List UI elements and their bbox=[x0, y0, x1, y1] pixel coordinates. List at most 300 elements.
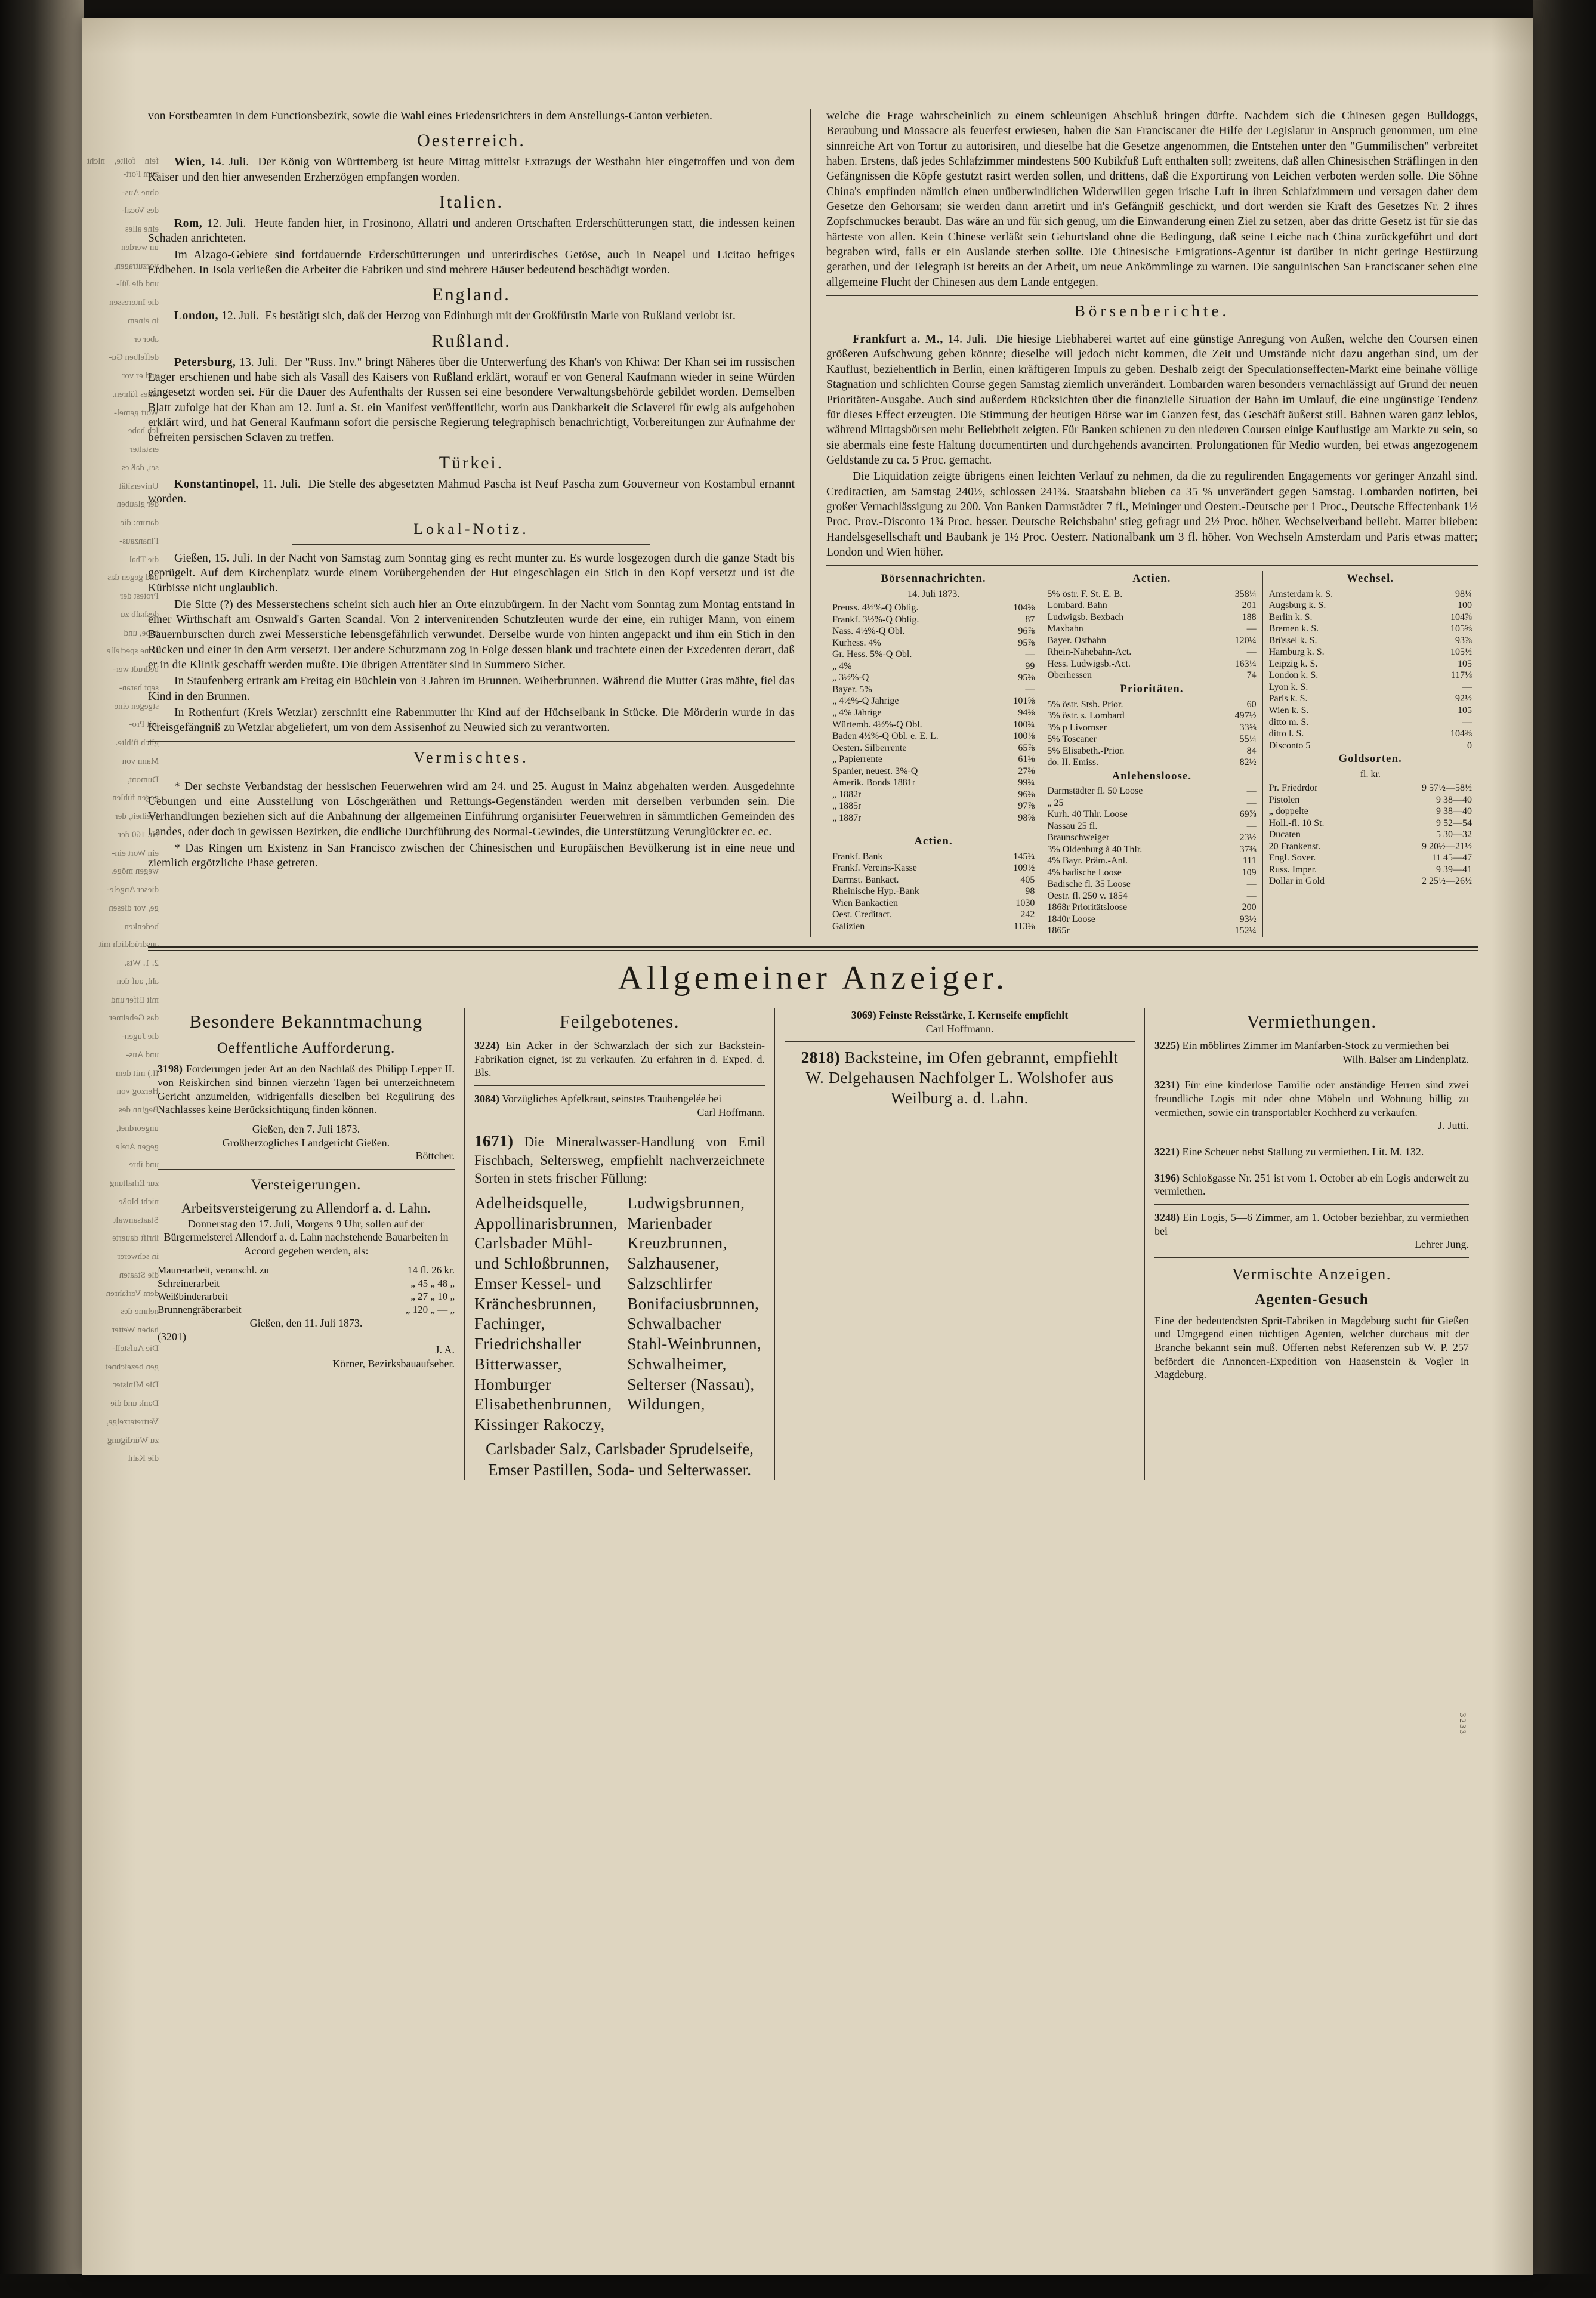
marginalia-line: ihrift dauerte bbox=[112, 1233, 159, 1244]
row-value: — bbox=[1025, 684, 1035, 695]
table-row bbox=[1047, 699, 1256, 711]
row-label: 5% Toscaner bbox=[1047, 734, 1097, 745]
vermiethungen-ads bbox=[1154, 1039, 1469, 1251]
marginalia-line: Freiheit, der bbox=[115, 812, 159, 821]
row-value: 9 38—40 bbox=[1436, 794, 1472, 805]
ad-number: 3221) bbox=[1154, 1145, 1183, 1158]
table-row bbox=[1047, 612, 1256, 624]
row-value: 96⅞ bbox=[1018, 626, 1035, 637]
row-value: 101⅝ bbox=[1013, 696, 1035, 707]
table-row bbox=[832, 874, 1035, 886]
marginalia-line: ohne Aus- bbox=[122, 187, 159, 198]
row-label: Hess. Ludwigsb.-Act. bbox=[1047, 658, 1131, 669]
row-label: „ 3½%-Q bbox=[832, 673, 869, 683]
row-value: 5 30—32 bbox=[1436, 829, 1472, 840]
marginalia-line: des Vocal- bbox=[121, 206, 159, 216]
marginalia-line: nehme des bbox=[121, 1307, 159, 1317]
divider bbox=[158, 1169, 455, 1170]
ad-text: Für eine kinderlose Familie oder anständige Herren sind zwei freundliche Logis mit oder ohne Möbeln und Wohnung billig zu vermiethen, sowie ein transportabler Kochherd zu verkaufen. bbox=[1154, 1079, 1469, 1118]
marginalia-line: das Geheimer bbox=[109, 1013, 159, 1023]
table-row bbox=[1269, 705, 1472, 717]
table-title: Anlehensloose. bbox=[1112, 770, 1192, 782]
classified-ad[interactable] bbox=[1154, 1171, 1469, 1198]
row-value: 93⅞ bbox=[1455, 635, 1472, 646]
row-label: Dollar in Gold bbox=[1268, 876, 1325, 887]
row-value: 105 bbox=[1457, 705, 1472, 715]
table-row bbox=[832, 862, 1035, 874]
scan-edge-right bbox=[1533, 0, 1596, 2298]
row-value: 0 bbox=[1467, 740, 1472, 751]
mineralwasser-item: Ludwigsbrunnen, bbox=[627, 1193, 745, 1212]
row-label: Leipzig k. S. bbox=[1268, 658, 1318, 669]
row-value: 95⅜ bbox=[1018, 673, 1035, 683]
table-row bbox=[1047, 733, 1256, 745]
classified-ad-backsteine[interactable] bbox=[785, 1048, 1135, 1108]
anzeiger-title: Allgemeiner Anzeiger. bbox=[618, 959, 1008, 997]
news-item bbox=[148, 155, 795, 185]
anzeiger-subheading-agenten: Agenten-Gesuch bbox=[1255, 1291, 1369, 1308]
row-label: Darmst. Bankact. bbox=[832, 874, 899, 885]
classified-ad-mineralwasser[interactable] bbox=[474, 1131, 765, 1187]
section-heading-italien: Italien. bbox=[439, 192, 504, 212]
table-row bbox=[1047, 670, 1256, 681]
divider bbox=[785, 1041, 1135, 1042]
classified-ad[interactable] bbox=[474, 1039, 765, 1079]
dateline-place: Wien, bbox=[174, 156, 205, 169]
ad-text: Ein Logis, 5—6 Zimmer, am 1. October beziehbar, zu vermiethen bei bbox=[1154, 1211, 1469, 1237]
row-label: Wien k. S. bbox=[1268, 705, 1309, 715]
table-row bbox=[1047, 855, 1256, 867]
table-row bbox=[1047, 925, 1256, 937]
table-row bbox=[832, 812, 1035, 824]
dateline-place: London, bbox=[174, 310, 219, 323]
marginalia-line: nicht bloße bbox=[118, 1196, 159, 1207]
row-value: 104⅞ bbox=[1450, 612, 1472, 622]
row-label: Nass. 4½%-Q Obl. bbox=[832, 626, 905, 637]
marginalia-line: habe, und bbox=[124, 628, 159, 638]
row-value: 405 bbox=[1020, 874, 1035, 885]
row-value: 111 bbox=[1242, 856, 1257, 866]
row-value: 100¾ bbox=[1013, 719, 1035, 730]
row-label: 5% Elisabeth.-Prior. bbox=[1047, 745, 1125, 756]
row-label: Würtemb. 4½%-Q Obl. bbox=[832, 719, 922, 730]
row-label: 4% Bayr. Präm.-Anl. bbox=[1047, 856, 1128, 866]
row-value: 61⅛ bbox=[1018, 754, 1035, 765]
row-label: Kurhess. 4% bbox=[832, 637, 881, 648]
row-label: Berlin k. S. bbox=[1268, 612, 1313, 622]
section-heading-vermischtes: Vermischtes. bbox=[413, 748, 529, 766]
row-value: 200 bbox=[1242, 902, 1257, 913]
row-label: Rhein-Nahebahn-Act. bbox=[1047, 647, 1132, 658]
table-row bbox=[1269, 600, 1472, 612]
ad-signature: Wilh. Balser am Lindenplatz. bbox=[1342, 1053, 1469, 1065]
row-value: 152¼ bbox=[1234, 926, 1257, 936]
row-value: 2 25½—26½ bbox=[1421, 876, 1472, 887]
anzeiger-column-vermiethungen bbox=[1144, 1008, 1478, 1735]
ad-number: 3198) bbox=[158, 1063, 183, 1075]
row-label: „ 4% bbox=[832, 661, 852, 671]
row-value: 97⅞ bbox=[1018, 801, 1035, 812]
ad-signature: W. Delgehausen Nachfolger L. Wolshofer aus Weilburg a. d. Lahn. bbox=[805, 1068, 1114, 1107]
marginalia-line: die Thal bbox=[129, 554, 159, 565]
page-content bbox=[148, 109, 1478, 2197]
row-value: 113⅛ bbox=[1013, 921, 1035, 931]
row-label: 1865r bbox=[1047, 926, 1070, 936]
table-row bbox=[832, 625, 1035, 637]
row-value: 96⅜ bbox=[1018, 789, 1035, 800]
table-row bbox=[832, 800, 1035, 812]
table-row bbox=[1269, 623, 1472, 635]
row-value: — bbox=[1246, 786, 1257, 797]
row-value: „ 120 „ — „ bbox=[405, 1303, 455, 1315]
row-value: 497½ bbox=[1234, 711, 1257, 721]
table-subtitle: 14. Juli 1873. bbox=[907, 588, 960, 599]
marginalia-line: fein follte, nicht zum Fort- bbox=[87, 156, 159, 179]
marginalia-line: 2. 1. Wts. bbox=[124, 958, 159, 968]
ad-signature: J. Jutti. bbox=[1438, 1119, 1469, 1132]
marginalia-line: eines führen. bbox=[112, 389, 159, 399]
marginalia-line: Die Aufstell- bbox=[112, 1343, 159, 1353]
row-value: 92½ bbox=[1455, 693, 1472, 704]
row-label: Brunnengräberarbeit bbox=[158, 1303, 242, 1315]
table-body bbox=[1047, 699, 1256, 769]
row-label: ditto l. S. bbox=[1268, 729, 1304, 739]
marginalia-line: ausdrücklich mit bbox=[98, 940, 159, 950]
marginalia-line: glich fühlte. bbox=[115, 738, 159, 748]
row-value: 163¼ bbox=[1234, 658, 1257, 669]
marginalia-line: erstatter bbox=[129, 445, 159, 454]
marginalia-line: un werden bbox=[121, 242, 159, 252]
divider bbox=[1154, 1204, 1469, 1205]
marginalia-line: ahl, auf den bbox=[116, 976, 159, 986]
row-label: 3% Oldenburg à 40 Thlr. bbox=[1047, 844, 1143, 855]
row-label: Nassau 25 fl. bbox=[1047, 821, 1098, 831]
table-body bbox=[1269, 588, 1472, 751]
section-heading-oesterreich: Oesterreich. bbox=[417, 131, 526, 151]
row-value: — bbox=[1025, 649, 1035, 660]
row-label: Gr. Hess. 5%-Q Obl. bbox=[832, 649, 912, 660]
table-row bbox=[1047, 710, 1256, 722]
table-row bbox=[1269, 728, 1472, 740]
marginalia-line: die Jugen- bbox=[121, 1032, 159, 1041]
row-label: Schreinerarbeit bbox=[158, 1277, 220, 1289]
classified-ad[interactable] bbox=[158, 1062, 455, 1116]
row-label: „ 1887r bbox=[832, 812, 862, 823]
row-label: Lombard. Bahn bbox=[1047, 600, 1107, 611]
classified-ad[interactable] bbox=[1154, 1039, 1469, 1066]
lokal-paragraph: Die Sitte (?) des Messerstechens scheint sich auch hier an Orte einzubürgern. In der Nacht vom Sonntag zum Montag entstand in einer Wirthschaft am Osnwald's Garten Scandal. Von 2 intervenirenden Schutzleuten wurde der eine, ein ruhiger Mann, von einem Bauernburschen durch zwei Messerstiche lebensgefährlich verwundet. Derselbe wurde von hinten angepackt und ihm ein Stich in den Rücken und einer in den Arm versetzt. Der andere Schutzmann zog in Folge dessen blank und trachtete einen der Excedenten derart, daß er in die Klinik geschafft werden mußte. Die übrigen Attentäter sind in Summero Sicher. bbox=[148, 598, 795, 671]
ad-number: 3248) bbox=[1154, 1211, 1183, 1223]
row-value: 104⅜ bbox=[1450, 729, 1472, 739]
table-title: Börsennachrichten. bbox=[881, 573, 986, 585]
ad-number: 3224) bbox=[474, 1039, 499, 1051]
row-value: — bbox=[1246, 890, 1257, 901]
table-row bbox=[1047, 832, 1256, 844]
row-value: 11 45—47 bbox=[1431, 853, 1472, 863]
classified-ad[interactable] bbox=[1154, 1145, 1469, 1159]
ad-signature-prefix: J. A. bbox=[435, 1344, 455, 1356]
mineralwasser-item: Homburger Elisabethenbrunnen, bbox=[474, 1375, 612, 1414]
scan-edge-bottom bbox=[0, 2274, 1596, 2298]
table-body bbox=[832, 602, 1035, 823]
lokal-paragraph: In Rothenfurt (Kreis Wetzlar) zerschnitt eine Rabenmutter ihr Kind auf der Hüchselbank in Stücke. Die Mörderin wurde in das Kreisgefängniß zu Wetzlar abgeliefert, um von dem Assisenhof zu Neuwied sich zu verantworten. bbox=[148, 706, 795, 735]
row-label: Bayer. Ostbahn bbox=[1047, 635, 1107, 646]
row-value: 104⅜ bbox=[1013, 603, 1035, 613]
marginalia-line: Finanzaus- bbox=[119, 536, 159, 546]
anzeiger-subheading: Versteigerungen. bbox=[251, 1177, 362, 1193]
table-row bbox=[158, 1303, 455, 1316]
row-label: „ 4½%-Q Jährige bbox=[832, 696, 899, 707]
row-value: 105½ bbox=[1450, 647, 1472, 658]
row-value: 82½ bbox=[1239, 757, 1257, 768]
marginalia-line: Universität bbox=[119, 481, 159, 491]
marginalia-line: gegen fühlen bbox=[112, 793, 159, 803]
news-body: Der "Russ. Inv." bringt Näheres über die Unterwerfung des Khan's von Khiwa: Der Khan sei im russischen Lager erschienen und habe sich als Vasall des Kaisers von Rußland erklärt, worauf er von General Kaufmann wieder in seine Würden eingesetzt worden sei. Für die Dauer des Aufenthalts der Russen sei eine besondere Verwaltungsbehörde gebildet worden. Demselben Blatt zufolge hat der Khan am 12. Juni a. St. ein Manifest veröffentlicht, worin aus Dankbarkeit die Sclaverei für ewig als aufgehoben erklärt wird, und hat General Kaufmann sofort die persische Regierung telegraphisch benachrichtigt, Vorbereitungen zur Aufnahme der befreiten persischen Sclaven zu treffen. bbox=[148, 356, 795, 445]
marginalia-line: ungeordnet, bbox=[116, 1123, 159, 1133]
row-value: 14 fl. 26 kr. bbox=[408, 1264, 455, 1276]
table-row bbox=[832, 637, 1035, 649]
ad-date: Gießen, den 11. Juli 1873. bbox=[249, 1316, 363, 1329]
marginalia-line: in schwerer bbox=[117, 1252, 159, 1261]
mineralwasser-item: Friedrichshaller Bitterwasser, bbox=[474, 1335, 581, 1373]
row-label: Preuss. 4½%-Q Oblig. bbox=[832, 603, 919, 613]
row-value: 95⅞ bbox=[1018, 637, 1035, 648]
row-value: 69⅞ bbox=[1239, 809, 1257, 820]
row-value: — bbox=[1246, 821, 1257, 831]
row-label: Disconto 5 bbox=[1268, 740, 1311, 751]
table-title: Goldsorten. bbox=[1338, 753, 1402, 766]
section-heading-england: England. bbox=[432, 285, 511, 305]
row-label: do. II. Emiss. bbox=[1047, 757, 1099, 768]
ad-number: (3201) bbox=[158, 1330, 186, 1343]
table-row bbox=[832, 730, 1035, 742]
newspaper-sheet bbox=[82, 18, 1533, 2275]
row-label: Pistolen bbox=[1268, 794, 1300, 805]
row-value: 109 bbox=[1242, 867, 1257, 878]
marginalia-line: aber er bbox=[134, 334, 159, 344]
marginalia-line: seine specielle bbox=[106, 646, 159, 656]
anzeiger-heading: Feilgebotenes. bbox=[560, 1010, 680, 1032]
row-label: „ Papierrente bbox=[832, 754, 882, 765]
mineralwasser-item: Selterser (Nassau), bbox=[627, 1375, 755, 1393]
table-row bbox=[1269, 693, 1472, 705]
mineralwasser-item: Emser Kessel- und Kränchesbrunnen, bbox=[474, 1274, 601, 1313]
row-label: Brüssel k. S. bbox=[1268, 635, 1317, 646]
table-boersennachrichten bbox=[826, 571, 1041, 937]
row-label: Braunschweiger bbox=[1047, 832, 1110, 843]
classified-ad[interactable] bbox=[1154, 1078, 1469, 1133]
classified-ad-agenten[interactable]: Eine der bedeutendsten Sprit-Fabriken in Magdeburg sucht für Gießen und Umgegend einen tüchtigen Agenten, welcher durchaus mit der Branche bekannt sein muß. Offerten nebst Referenzen sub W. P. 257 befördert die Annoncen-Expedition von Haasenstein & Vogler in Magdeburg. bbox=[1154, 1314, 1469, 1381]
table-row bbox=[832, 909, 1035, 921]
ad-text: Backsteine, im Ofen gebrannt, empfiehlt bbox=[844, 1048, 1119, 1067]
table-body bbox=[832, 851, 1035, 933]
market-tables bbox=[826, 571, 1478, 937]
row-label: Lyon k. S. bbox=[1268, 681, 1308, 692]
row-label: Augsburg k. S. bbox=[1268, 600, 1326, 611]
marginalia-line: ge, vor diesen bbox=[109, 903, 159, 913]
boerse-report bbox=[826, 332, 1478, 468]
marginalia-line: stgegen eine bbox=[114, 701, 159, 711]
marginalia-line: Wort gemel- bbox=[113, 408, 159, 418]
row-value: 109½ bbox=[1013, 863, 1035, 874]
marginalia-line: ein Wort ein- bbox=[112, 848, 159, 858]
marginalia-line: bedenken bbox=[124, 921, 159, 931]
table-row bbox=[1047, 809, 1256, 821]
classified-ad[interactable] bbox=[785, 1008, 1135, 1035]
classified-ad[interactable] bbox=[1154, 1211, 1469, 1251]
table-row bbox=[1269, 806, 1472, 818]
table-row bbox=[1047, 722, 1256, 734]
row-label: Hamburg k. S. bbox=[1268, 647, 1325, 658]
marginalia-line: Herzog von bbox=[116, 1087, 159, 1097]
table-row bbox=[832, 897, 1035, 909]
anzeiger-heading: Besondere Bekanntmachung bbox=[189, 1010, 423, 1032]
dateline-date: 11. Juli. bbox=[263, 477, 301, 491]
marginalia-line: haben Wetter bbox=[112, 1325, 159, 1335]
marginalia-line: und Aus- bbox=[126, 1050, 159, 1060]
news-item bbox=[148, 355, 795, 446]
row-label: Amerik. Bonds 1881r bbox=[832, 778, 916, 788]
ad-text: Eine Scheuer nebst Stallung zu vermiethen. Lit. M. 132. bbox=[1182, 1145, 1424, 1158]
mineralwasser-item: Carlsbader Mühl- und Schloßbrunnen, bbox=[474, 1234, 610, 1273]
marginalia-line: zu Würdigung bbox=[107, 1435, 159, 1445]
marginalia-line: deffelben Gu- bbox=[109, 353, 159, 363]
marginalia-line: bedrudt wer- bbox=[113, 665, 159, 674]
divider bbox=[148, 741, 795, 742]
row-label: Bremen k. S. bbox=[1268, 624, 1319, 634]
table-row bbox=[1269, 864, 1472, 876]
table-row bbox=[1269, 681, 1472, 693]
news-body: Die Stelle des abgesetzten Mahmud Pascha ist Neuf Pascha zum Gouverneur von Kostambul ernannt worden. bbox=[148, 477, 795, 506]
news-column-right bbox=[811, 109, 1478, 937]
marginalia-line: Dank und die bbox=[110, 1399, 159, 1408]
marginalia-line: die Kahl bbox=[128, 1454, 159, 1464]
row-label: „ 25 bbox=[1047, 797, 1064, 808]
mineralwasser-footer: Carlsbader Salz, Carlsbader Sprudelseife, Emser Pastillen, Soda- und Selterwasser. bbox=[485, 1439, 754, 1479]
mineralwasser-item: Adelheidsquelle, bbox=[474, 1193, 588, 1212]
row-value: „ 27 „ 10 „ bbox=[410, 1290, 455, 1302]
table-subtitle: fl. kr. bbox=[1360, 769, 1381, 779]
table-row bbox=[1269, 635, 1472, 647]
vermischtes-paragraph: * Der sechste Verbandstag der hessischen Feuerwehren wird am 24. und 25. August in Mainz abgehalten werden. Ausgedehnte Uebungen und eine Ausstellung von Löschgeräthen und Rettungs-Gegenständen werden mit derselben verbunden sein. Die Verhandlungen beziehen sich auf die Anbahnung der allgemeinen Einführung organisirter Feuerwehren in sämmtlichen Gemeinden des Landes, oder doch in gewissen Bezirken, die endliche Durchführung des Normal-Gewindes, die Unterstützung Verunglückter ec. ec. bbox=[148, 780, 795, 838]
row-label: 5% östr. Stsb. Prior. bbox=[1047, 699, 1123, 710]
row-label: Frankf. 3½%-Q Oblig. bbox=[832, 614, 919, 625]
row-value: 145¼ bbox=[1013, 851, 1035, 862]
ad-title: Arbeitsversteigerung zu Allendorf a. d. Lahn. bbox=[181, 1200, 431, 1216]
mineralwasser-item: Marienbader Kreuzbrunnen, bbox=[627, 1214, 727, 1253]
row-label: Holl.-fl. 10 St. bbox=[1268, 818, 1325, 828]
marginalia-line: der glauben bbox=[116, 499, 159, 510]
ad-side-code: 3233 bbox=[1458, 1712, 1467, 1735]
row-value: 98 bbox=[1025, 886, 1035, 897]
row-value: 9 38—40 bbox=[1436, 806, 1472, 817]
row-value: 55¼ bbox=[1239, 734, 1257, 745]
row-label: Wien Bankactien bbox=[832, 897, 898, 908]
row-label: Weißbinderarbeit bbox=[158, 1290, 228, 1302]
news-item: Im Alzago-Gebiete sind fortdauernde Erderschütterungen und unterirdisches Getöse, auch in Neapel und Licitao heftiges Erdbeben. In Jsola verließen die Arbeiter die Fabriken und sind mehrere Häuser bedeutend beschädigt worden. bbox=[148, 248, 795, 277]
table-title: Actien. bbox=[914, 835, 953, 848]
lokal-paragraph: In Staufenberg ertrank am Freitag ein Büchlein von 3 Jahren im Brunnen. Weiherbrunnen. Während die Mutter Gras mähte, fiel das Kind in den Brunnen. bbox=[148, 675, 795, 703]
marginalia-line: Nr. 160 der bbox=[118, 829, 159, 840]
table-row bbox=[832, 672, 1035, 684]
book-gutter bbox=[0, 0, 84, 2298]
table-row bbox=[1269, 782, 1472, 794]
row-label: Pr. Friedrdor bbox=[1268, 783, 1318, 794]
row-value: 100⅛ bbox=[1013, 731, 1035, 742]
table-row bbox=[832, 649, 1035, 661]
table-title: Actien. bbox=[1132, 573, 1171, 585]
row-label: Amsterdam k. S. bbox=[1268, 588, 1333, 599]
row-value: 105⅝ bbox=[1450, 624, 1472, 634]
row-value: 23½ bbox=[1239, 832, 1257, 843]
row-label: Maurerarbeit, veranschl. zu bbox=[158, 1264, 269, 1276]
marginalia-line: Protest der bbox=[120, 591, 159, 601]
row-label: Spanier, neuest. 3%-Q bbox=[832, 766, 918, 776]
table-row bbox=[158, 1277, 455, 1290]
dateline-place: Konstantinopel, bbox=[174, 477, 259, 491]
anzeiger-heading: Vermiethungen. bbox=[1246, 1010, 1377, 1032]
table-row bbox=[1047, 635, 1256, 647]
marginalia-line: wegen möge. bbox=[111, 866, 159, 877]
marginalia-line: zur Erhaltung bbox=[109, 1179, 159, 1188]
marginalia-line: gen bezeichnet bbox=[105, 1362, 159, 1372]
table-title: Wechsel. bbox=[1347, 573, 1394, 585]
row-label: Bayer. 5% bbox=[832, 684, 872, 695]
row-label: Oestr. fl. 250 v. 1854 bbox=[1047, 890, 1128, 901]
mineralwasser-list-right bbox=[627, 1193, 765, 1435]
ad-text: Ein Acker in der Schwarzlach der sich zur Backstein-Fabrikation eignet, ist zu verkaufen. Zu erfahren in d. Exped. d. Bls. bbox=[474, 1039, 765, 1079]
divider bbox=[292, 544, 650, 545]
table-title: Prioritäten. bbox=[1120, 683, 1184, 695]
table-row bbox=[1269, 717, 1472, 729]
ad-place: Gießen, den 7. Juli 1873. bbox=[252, 1123, 360, 1136]
divider bbox=[474, 1085, 765, 1086]
row-value: 99¾ bbox=[1018, 778, 1035, 788]
row-label: ditto m. S. bbox=[1268, 717, 1309, 727]
divider bbox=[826, 565, 1478, 566]
marginalia-line: die Interessen bbox=[109, 298, 159, 307]
marginalia-line: und die Jül- bbox=[116, 279, 159, 289]
row-label: 3% östr. s. Lombard bbox=[1047, 711, 1125, 721]
ad-signature: Lehrer Jung. bbox=[1415, 1238, 1469, 1251]
row-value: 1030 bbox=[1015, 897, 1035, 908]
ad-signature: Carl Hoffmann. bbox=[925, 1022, 994, 1035]
row-label: Baden 4½%-Q Obl. e. E. L. bbox=[832, 731, 939, 742]
table-row bbox=[1047, 600, 1256, 612]
table-row bbox=[832, 602, 1035, 614]
marginalia-line: darum: die bbox=[120, 518, 159, 528]
marginalia-line: sept haran- bbox=[119, 683, 159, 693]
marginalia-line: und er vor bbox=[122, 371, 159, 381]
row-label: Rheinische Hyp.-Bank bbox=[832, 886, 919, 897]
ad-number: 3069) bbox=[851, 1008, 876, 1021]
table-row bbox=[1269, 852, 1472, 864]
table-row bbox=[1269, 646, 1472, 658]
ad-number: 3196) bbox=[1154, 1171, 1183, 1184]
row-value: 94⅜ bbox=[1018, 708, 1035, 718]
anzeiger-subheading: Oeffentliche Aufforderung. bbox=[217, 1040, 396, 1056]
classified-ad[interactable] bbox=[474, 1092, 765, 1119]
table-row bbox=[832, 777, 1035, 789]
section-heading-boersenberichte: Börsenberichte. bbox=[1074, 302, 1230, 320]
table-row bbox=[1047, 745, 1256, 757]
anzeiger-column-feilgebotenes bbox=[464, 1008, 774, 1480]
marginalia-line: mit Pro- bbox=[129, 720, 159, 730]
row-value: 37⅜ bbox=[1239, 844, 1257, 855]
table-wechsel-goldsorten bbox=[1263, 571, 1478, 937]
row-value: 117⅛ bbox=[1450, 670, 1472, 681]
table-row bbox=[832, 742, 1035, 754]
